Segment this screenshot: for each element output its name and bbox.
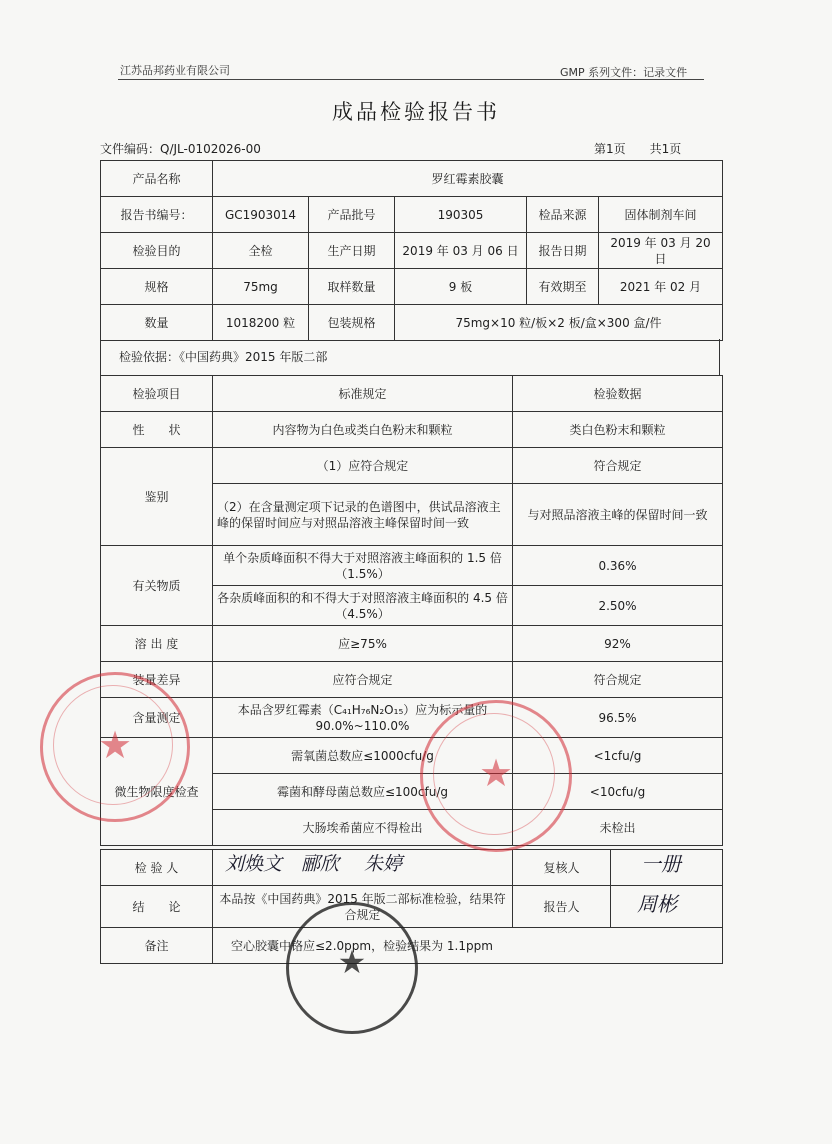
related-2-standard: 各杂质峰面积的和不得大于对照溶液主峰面积的 4.5 倍（4.5%）: [213, 586, 513, 626]
red-seal-stamp-right: [420, 700, 572, 852]
page-info: 第1页 共1页: [594, 142, 682, 156]
col-item: 检验项目: [101, 376, 213, 412]
related-1-result: 0.36%: [513, 546, 723, 586]
remark-label: 备注: [101, 928, 213, 964]
col-result: 检验数据: [513, 376, 723, 412]
identification-1-result: 符合规定: [513, 448, 723, 484]
package-spec: 75mg×10 粒/板×2 板/盒×300 盒/件: [395, 305, 723, 341]
micro-2-standard: 霉菌和酵母菌总数应≤100cfu/g: [213, 774, 513, 810]
batch-label: 产品批号: [309, 197, 395, 233]
loading-result: 符合规定: [513, 662, 723, 698]
micro-1-standard: 需氧菌总数应≤1000cfu/g: [213, 738, 513, 774]
test-results-table: [100, 375, 723, 846]
assay-label: 含量测定: [101, 698, 213, 738]
assay-standard: 本品含罗红霉素（C₄₁H₇₆N₂O₁₅）应为标示量的 90.0%~110.0%: [213, 698, 513, 738]
report-date-label: 报告日期: [527, 233, 599, 269]
reporter-signature: 周彬: [637, 892, 677, 916]
red-seal-stamp-left: [40, 672, 190, 822]
product-name-label: 产品名称: [101, 161, 213, 197]
company-name: 江苏品邦药业有限公司: [120, 64, 230, 77]
source: 固体制剂车间: [599, 197, 723, 233]
related-2-result: 2.50%: [513, 586, 723, 626]
quantity: 1018200 粒: [213, 305, 309, 341]
identification-label: 鉴别: [101, 448, 213, 546]
conclusion-label: 结 论: [101, 886, 213, 928]
reporter-signature-cell: [611, 886, 723, 928]
star-icon: ★: [97, 723, 133, 767]
product-info-table: [100, 160, 723, 341]
sample-qty-label: 取样数量: [309, 269, 395, 305]
loading-standard: 应符合规定: [213, 662, 513, 698]
spec: 75mg: [213, 269, 309, 305]
appearance-label: 性 状: [101, 412, 213, 448]
micro-1-result: <1cfu/g: [513, 738, 723, 774]
conclusion: 本品按《中国药典》2015 年版二部标准检验，结果符合规定: [213, 886, 513, 928]
source-label: 检品来源: [527, 197, 599, 233]
identification-2-standard: （2）在含量测定项下记录的色谱图中，供试品溶液主峰的保留时间应与对照品溶液主峰保留时间一致: [213, 484, 513, 546]
report-no-label: 报告书编号：: [101, 197, 213, 233]
page-title: 成品检验报告书: [332, 100, 500, 124]
product-name: 罗红霉素胶囊: [213, 161, 723, 197]
reporter-label: 报告人: [513, 886, 611, 928]
col-standard: 标准规定: [213, 376, 513, 412]
reviewer-signature-cell: [611, 850, 723, 886]
micro-3-standard: 大肠埃希菌应不得检出: [213, 810, 513, 846]
sample-qty: 9 板: [395, 269, 527, 305]
reviewer-label: 复核人: [513, 850, 611, 886]
batch-no: 190305: [395, 197, 527, 233]
expiry-label: 有效期至: [527, 269, 599, 305]
inspector-label: 检 验 人: [101, 850, 213, 886]
spec-label: 规格: [101, 269, 213, 305]
micro-2-result: <10cfu/g: [513, 774, 723, 810]
package-label: 包装规格: [309, 305, 395, 341]
dissolution-standard: 应≥75%: [213, 626, 513, 662]
micro-3-result: 未检出: [513, 810, 723, 846]
expiry: 2021 年 02 月: [599, 269, 723, 305]
report-date: 2019 年 03 月 20 日: [599, 233, 723, 269]
inspector-signature-cell: [213, 850, 513, 886]
identification-2-result: 与对照品溶液主峰的保留时间一致: [513, 484, 723, 546]
dissolution-result: 92%: [513, 626, 723, 662]
production-date-label: 生产日期: [309, 233, 395, 269]
quality-dept-seal: [286, 902, 418, 1034]
identification-1-standard: （1）应符合规定: [213, 448, 513, 484]
star-icon: ★: [478, 751, 514, 795]
purpose-label: 检验目的: [101, 233, 213, 269]
report-no: GC1903014: [213, 197, 309, 233]
dissolution-label: 溶 出 度: [101, 626, 213, 662]
microbial-label: 微生物限度检查: [101, 738, 213, 846]
star-icon: ★: [337, 943, 367, 981]
related-substances-label: 有关物质: [101, 546, 213, 626]
quantity-label: 数量: [101, 305, 213, 341]
inspection-basis: 检验依据：《中国药典》2015 年版二部: [100, 339, 720, 375]
document-number: 文件编码：Q/JL-0102026-00: [100, 142, 261, 156]
loading-label: 装量差异: [101, 662, 213, 698]
header-rule: [118, 79, 704, 80]
appearance-result: 类白色粉末和颗粒: [513, 412, 723, 448]
inspector-signature: 刘焕文 郦欣 朱婷: [225, 853, 403, 875]
appearance-standard: 内容物为白色或类白色粉末和颗粒: [213, 412, 513, 448]
assay-result: 96.5%: [513, 698, 723, 738]
production-date: 2019 年 03 月 06 日: [395, 233, 527, 269]
remark: 空心胶囊中铬应≤2.0ppm，检验结果为 1.1ppm: [213, 928, 723, 964]
document-type: GMP 系列文件：记录文件: [560, 66, 688, 79]
purpose: 全检: [213, 233, 309, 269]
reviewer-signature: 一册: [641, 852, 681, 876]
related-1-standard: 单个杂质峰面积不得大于对照溶液主峰面积的 1.5 倍（1.5%）: [213, 546, 513, 586]
